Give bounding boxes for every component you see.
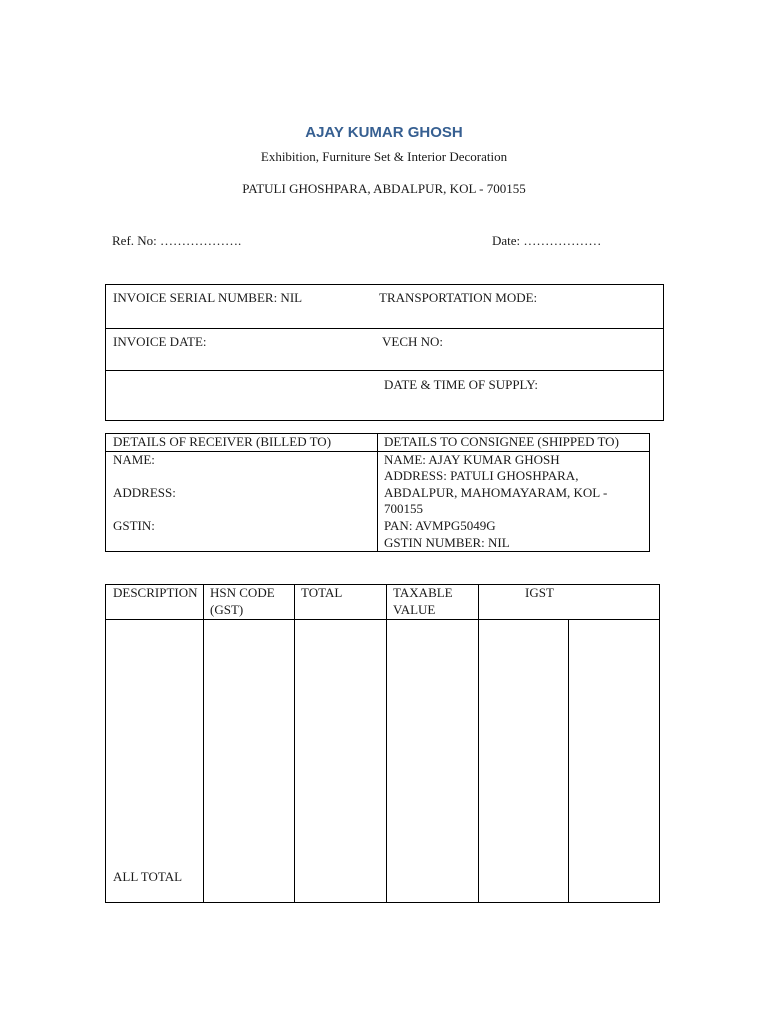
divider — [105, 370, 664, 371]
column-divider — [478, 584, 479, 903]
business-line: Exhibition, Furniture Set & Interior Decoration — [260, 149, 508, 164]
consignee-address: ABDALPUR, MAHOMAYARAM, KOL - — [384, 485, 608, 500]
receiver-header: DETAILS OF RECEIVER (BILLED TO) — [113, 434, 332, 449]
vech-no: VECH NO: — [382, 334, 444, 349]
divider — [377, 433, 378, 552]
receiver-gstin: GSTIN: — [113, 518, 155, 533]
date-time-of-supply: DATE & TIME OF SUPPLY: — [384, 377, 539, 392]
transportation-mode: TRANSPORTATION MODE: — [379, 290, 538, 305]
items-table — [105, 584, 660, 903]
column-divider — [568, 619, 569, 903]
col-taxable-value: TAXABLE — [393, 585, 453, 600]
all-total-label: ALL TOTAL — [113, 869, 183, 884]
table-header-divider — [105, 619, 660, 620]
column-divider — [203, 584, 204, 903]
col-hsn-code: (GST) — [210, 602, 244, 617]
consignee-name: NAME: AJAY KUMAR GHOSH — [384, 452, 560, 467]
receiver-address: ADDRESS: — [113, 485, 176, 500]
col-total: TOTAL — [301, 585, 343, 600]
invoice-serial-number: INVOICE SERIAL NUMBER: NIL — [113, 290, 303, 305]
divider — [105, 328, 664, 329]
consignee-address: ADDRESS: PATULI GHOSHPARA, — [384, 468, 579, 483]
date-field: Date: ……………… — [492, 233, 602, 248]
consignee-pan: PAN: AVMPG5049G — [384, 518, 496, 533]
consignee-address: 700155 — [384, 501, 423, 516]
column-divider — [386, 584, 387, 903]
col-igst: IGST — [525, 585, 554, 600]
col-description: DESCRIPTION — [113, 585, 198, 600]
col-taxable-value: VALUE — [393, 602, 436, 617]
invoice-date: INVOICE DATE: — [113, 334, 207, 349]
consignee-gstin: GSTIN NUMBER: NIL — [384, 535, 510, 550]
column-divider — [294, 584, 295, 903]
col-hsn-code: HSN CODE — [210, 585, 275, 600]
consignee-header: DETAILS TO CONSIGNEE (SHIPPED TO) — [384, 434, 619, 449]
company-address: PATULI GHOSHPARA, ABDALPUR, KOL - 700155 — [242, 181, 526, 196]
company-name: AJAY KUMAR GHOSH — [305, 124, 463, 141]
receiver-name: NAME: — [113, 452, 155, 467]
ref-no: Ref. No: ………………. — [112, 233, 242, 248]
